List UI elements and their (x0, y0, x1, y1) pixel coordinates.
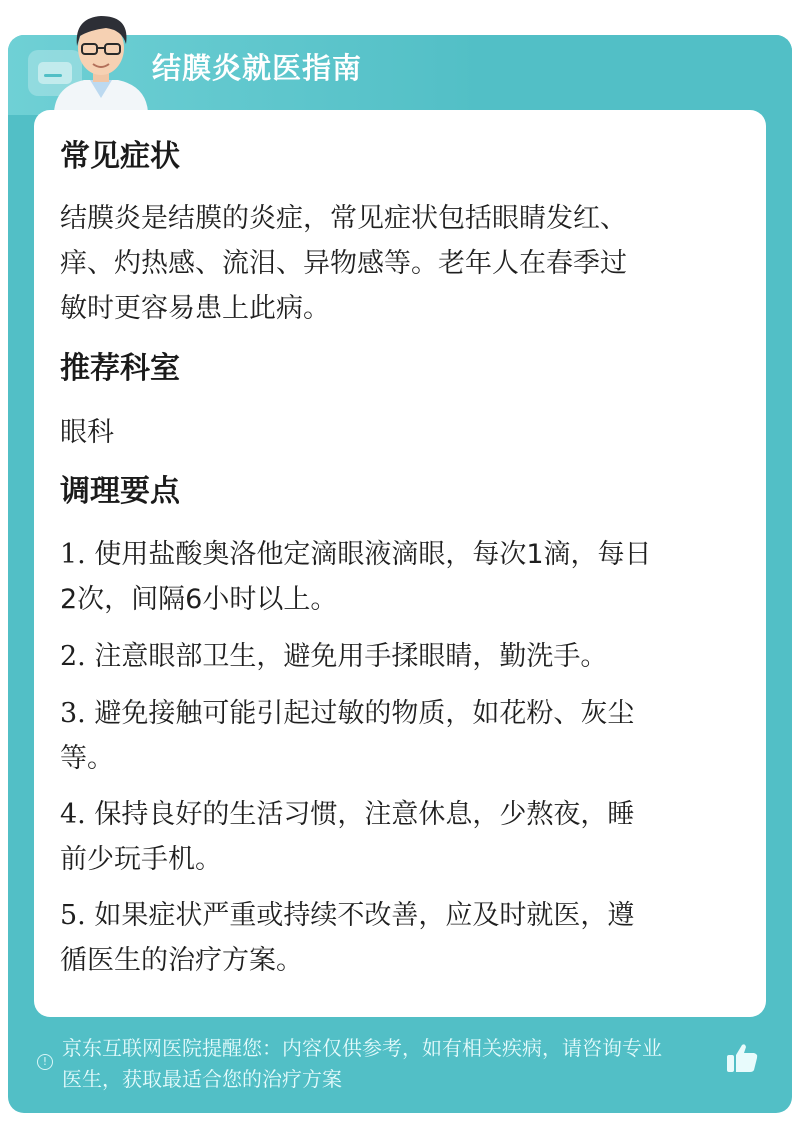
thumbs-up-icon[interactable] (724, 1040, 760, 1076)
care-item-3: 3. 避免接触可能引起过敏的物质，如花粉、灰尘 等。 (60, 698, 635, 774)
info-icon: ! (37, 1054, 53, 1070)
symptoms-text: 结膜炎是结膜的炎症，常见症状包括眼睛发红、 痒、灼热感、流泪、异物感等。老年人在春季过 敏时更容易患上此病。 (60, 203, 627, 324)
symptoms-heading: 常见症状 (60, 139, 180, 174)
care-item-4: 4. 保持良好的生活习惯，注意休息，少熬夜，睡 前少玩手机。 (60, 799, 635, 875)
doctor-avatar (46, 8, 156, 112)
care-item-5: 5. 如果症状严重或持续不改善，应及时就医，遵 循医生的治疗方案。 (60, 900, 635, 976)
care-item-1: 1. 使用盐酸奥洛他定滴眼液滴眼，每次1滴，每日 2次，间隔6小时以上。 (60, 539, 652, 615)
care-heading: 调理要点 (60, 474, 180, 509)
page-title: 结膜炎就医指南 (152, 51, 363, 85)
department-value: 眼科 (60, 417, 114, 448)
department-heading: 推荐科室 (60, 351, 180, 386)
footer-disclaimer: 京东互联网医院提醒您：内容仅供参考，如有相关疾病，请咨询专业 医生，获取最适合您的治疗方案 (62, 1036, 662, 1091)
care-item-2: 2. 注意眼部卫生，避免用手揉眼睛，勤洗手。 (60, 641, 608, 672)
